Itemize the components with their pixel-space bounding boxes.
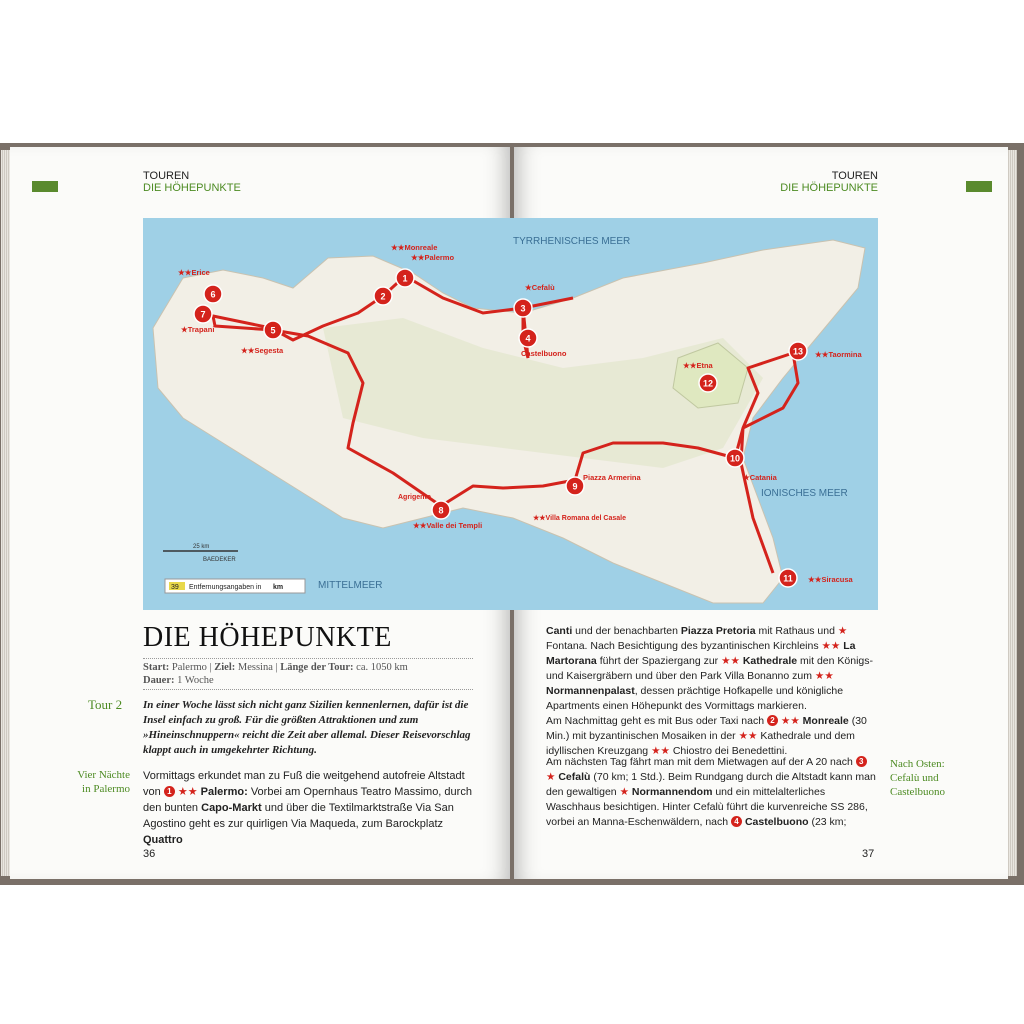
sea-label-south: MITTELMEER — [318, 580, 383, 591]
stop-marker: 4 — [731, 816, 742, 827]
star-rating: ★ — [619, 786, 629, 798]
place-name: Castelbuono — [744, 816, 809, 828]
header-section: TOUREN — [143, 170, 190, 182]
stop-number-1: 1 — [402, 273, 408, 284]
page-edge-right — [1007, 150, 1017, 876]
place-name: Kathedrale — [742, 655, 798, 667]
meta-dauer-label: Dauer: — [143, 675, 175, 686]
side-note-line: Vier Nächte — [77, 769, 130, 781]
text-run: Vorbei am Opernhaus Teatro Massimo, durch den bunten — [143, 786, 472, 814]
tour-meta: Start: Palermo | Ziel: Messina | Länge der Tour: ca. 1050 km Dauer: 1 Woche — [143, 658, 473, 690]
meta-laenge: ca. 1050 km — [356, 662, 408, 673]
page-title: DIE HÖHEPUNKTE — [143, 622, 392, 653]
stop-label-8: ★★Valle dei Templi — [413, 521, 483, 530]
stop-label-7: ★Trapani — [181, 325, 215, 334]
text-run: Fontana. Nach Besichtigung des byzantinischen Kirchleins — [546, 640, 819, 652]
stop-label-6: ★★Erice — [178, 268, 210, 277]
stop-number-10: 10 — [729, 453, 741, 464]
text-run: und ein mittelalterliches Waschhaus besichtigen. Hinter Cefalù führt die kurvenreiche SS 286, vorbei an Manna-Eschenwäldern, nach — [546, 786, 868, 828]
text-run: , dessen prächtige Hofkapelle und königliche Apartments einen Höhepunkt des Vormittags markieren. — [546, 685, 844, 712]
legend-unit: km — [273, 584, 284, 591]
place-name: La Martorana — [546, 640, 856, 667]
stop-marker: 2 — [767, 715, 778, 726]
stop-marker: 1 — [164, 786, 175, 797]
label-villa-romana: ★★Villa Romana del Casale — [533, 515, 626, 522]
meta-dauer: 1 Woche — [177, 675, 214, 686]
scale-label: 25 km — [193, 544, 210, 550]
text-run: Am nächsten Tag fährt man mit dem Mietwagen auf der A 20 nach — [546, 756, 853, 768]
text-run: Am Nachmittag geht es mit Bus oder Taxi nach — [546, 715, 765, 727]
text-run: (70 km; 1 Std.). Beim Rundgang durch die Altstadt kann man den gewaltigen — [546, 771, 876, 798]
text-run: Kathedrale und dem idyllischen Kreuzgang — [546, 730, 855, 757]
place-name: Piazza Pretoria — [680, 625, 756, 637]
place-name: Capo-Markt — [201, 802, 262, 814]
stop-number-9: 9 — [572, 481, 578, 492]
place-name: Canti — [546, 625, 573, 637]
place-name: Quattro — [143, 834, 183, 846]
meta-start-label: Start: — [143, 662, 170, 673]
running-header-left — [143, 170, 241, 194]
stop-number-12: 12 — [702, 378, 714, 389]
legend-text: Entfernungsangaben in — [189, 584, 262, 591]
stop-number-8: 8 — [438, 505, 444, 516]
text-run: Vormittags erkundet man zu Fuß die weitgehend autofreie Altstadt von — [143, 770, 465, 798]
stop-label-1: ★★Palermo — [411, 253, 455, 262]
star-rating: ★★ — [821, 640, 841, 652]
stop-label-5: ★★Segesta — [241, 346, 284, 355]
sea-label-north: TYRRHENISCHES MEER — [513, 236, 631, 247]
page-number-right: 37 — [862, 848, 875, 860]
text-run: mit Rathaus und — [758, 625, 835, 637]
header-subsection: DIE HÖHEPUNKTE — [780, 182, 878, 194]
body-text-left — [143, 768, 478, 848]
label-agrigento: Agrigento — [398, 494, 432, 501]
text-run: (30 Min.) mit byzantinischen Mosaiken in der — [546, 715, 867, 742]
place-name: Palermo: — [200, 786, 248, 798]
stop-number-13: 13 — [792, 346, 804, 357]
sea-label-east: IONISCHES MEER — [761, 488, 848, 499]
sicily-map — [143, 218, 878, 610]
running-header-right — [772, 170, 878, 194]
star-rating: ★ — [837, 625, 848, 637]
stop-number-3: 3 — [520, 303, 526, 314]
star-rating: ★★ — [721, 655, 740, 667]
stop-number-6: 6 — [210, 289, 216, 300]
stop-label-9: Piazza Armerina — [583, 473, 641, 482]
stop-label-4: Castelbuono — [521, 349, 567, 358]
side-note-palermo — [60, 768, 130, 796]
stop-label-12: ★★Etna — [683, 361, 713, 370]
stop-label-13: ★★Taormina — [815, 350, 862, 359]
side-note-line: Castelbuono — [890, 786, 945, 798]
star-rating: ★★ — [651, 745, 670, 757]
star-rating: ★★ — [177, 786, 198, 798]
meta-laenge-label: Länge der Tour: — [280, 662, 354, 673]
star-rating: ★★ — [814, 670, 834, 682]
stop-label-10: ★Catania — [743, 473, 777, 482]
header-subsection: DIE HÖHEPUNKTE — [143, 182, 241, 194]
text-run: Chiostro dei Benedettini. — [672, 745, 788, 757]
side-note-line: Cefalù und — [890, 772, 939, 784]
text-run: (23 km; — [811, 816, 847, 828]
side-note-line: Nach Osten: — [890, 758, 945, 770]
intro-paragraph: In einer Woche lässt sich nicht ganz Sizilien kennenlernen, dafür ist die Insel einfach zu groß. Für die größten Attraktionen und zum »Hineinschnuppern« reicht die Zeit aber allemal. Dieser Reisevorschlag klappt auch in umgekehrter Richtung. — [143, 699, 471, 756]
stop-number-5: 5 — [270, 325, 276, 336]
header-section: TOUREN — [831, 170, 878, 182]
side-note-line: in Palermo — [82, 783, 130, 795]
meta-ziel-label: Ziel: — [214, 662, 236, 673]
publisher-mark: BAEDEKER — [203, 557, 236, 563]
side-tour-label: Tour 2 — [88, 697, 123, 712]
stop-marker: 3 — [856, 756, 867, 767]
section-tab-right — [966, 181, 992, 192]
text-run: mit den Königs- und Kaisergräbern und über den Park Villa Bonanno zum — [546, 655, 873, 682]
body-text-right — [546, 624, 878, 759]
stop-label-3: ★Cefalù — [525, 283, 555, 292]
stop-label-11: ★★Siracusa — [808, 575, 853, 584]
place-name: Monreale — [802, 715, 849, 727]
meta-start: Palermo — [171, 662, 207, 673]
section-tab-left — [32, 181, 58, 192]
star-rating: ★ — [546, 771, 556, 783]
place-name: Cefalù — [558, 771, 591, 783]
place-name: Normannenpalast — [546, 685, 635, 697]
page-number-left: 36 — [143, 848, 156, 860]
body-text-right-2 — [546, 755, 878, 830]
side-note-osten — [890, 757, 970, 799]
star-rating: ★★ — [780, 715, 800, 727]
stop-number-11: 11 — [783, 573, 793, 584]
stop-label-2: ★★Monreale — [391, 243, 438, 252]
star-rating: ★★ — [738, 730, 758, 742]
stop-number-7: 7 — [200, 309, 206, 320]
stop-number-2: 2 — [380, 291, 386, 302]
meta-ziel: Messina — [237, 662, 273, 673]
text-run: und über die Textilmarktstraße Via San Agostino geht es zur quirligen Via Maqueda, zum Barockplatz — [143, 802, 454, 830]
legend-badge-text: 39 — [171, 584, 179, 591]
place-name: Normannendom — [631, 786, 713, 798]
stop-number-4: 4 — [525, 333, 531, 344]
text-run: und der benachbarten — [575, 625, 678, 637]
text-run: führt der Spaziergang zur — [599, 655, 719, 667]
